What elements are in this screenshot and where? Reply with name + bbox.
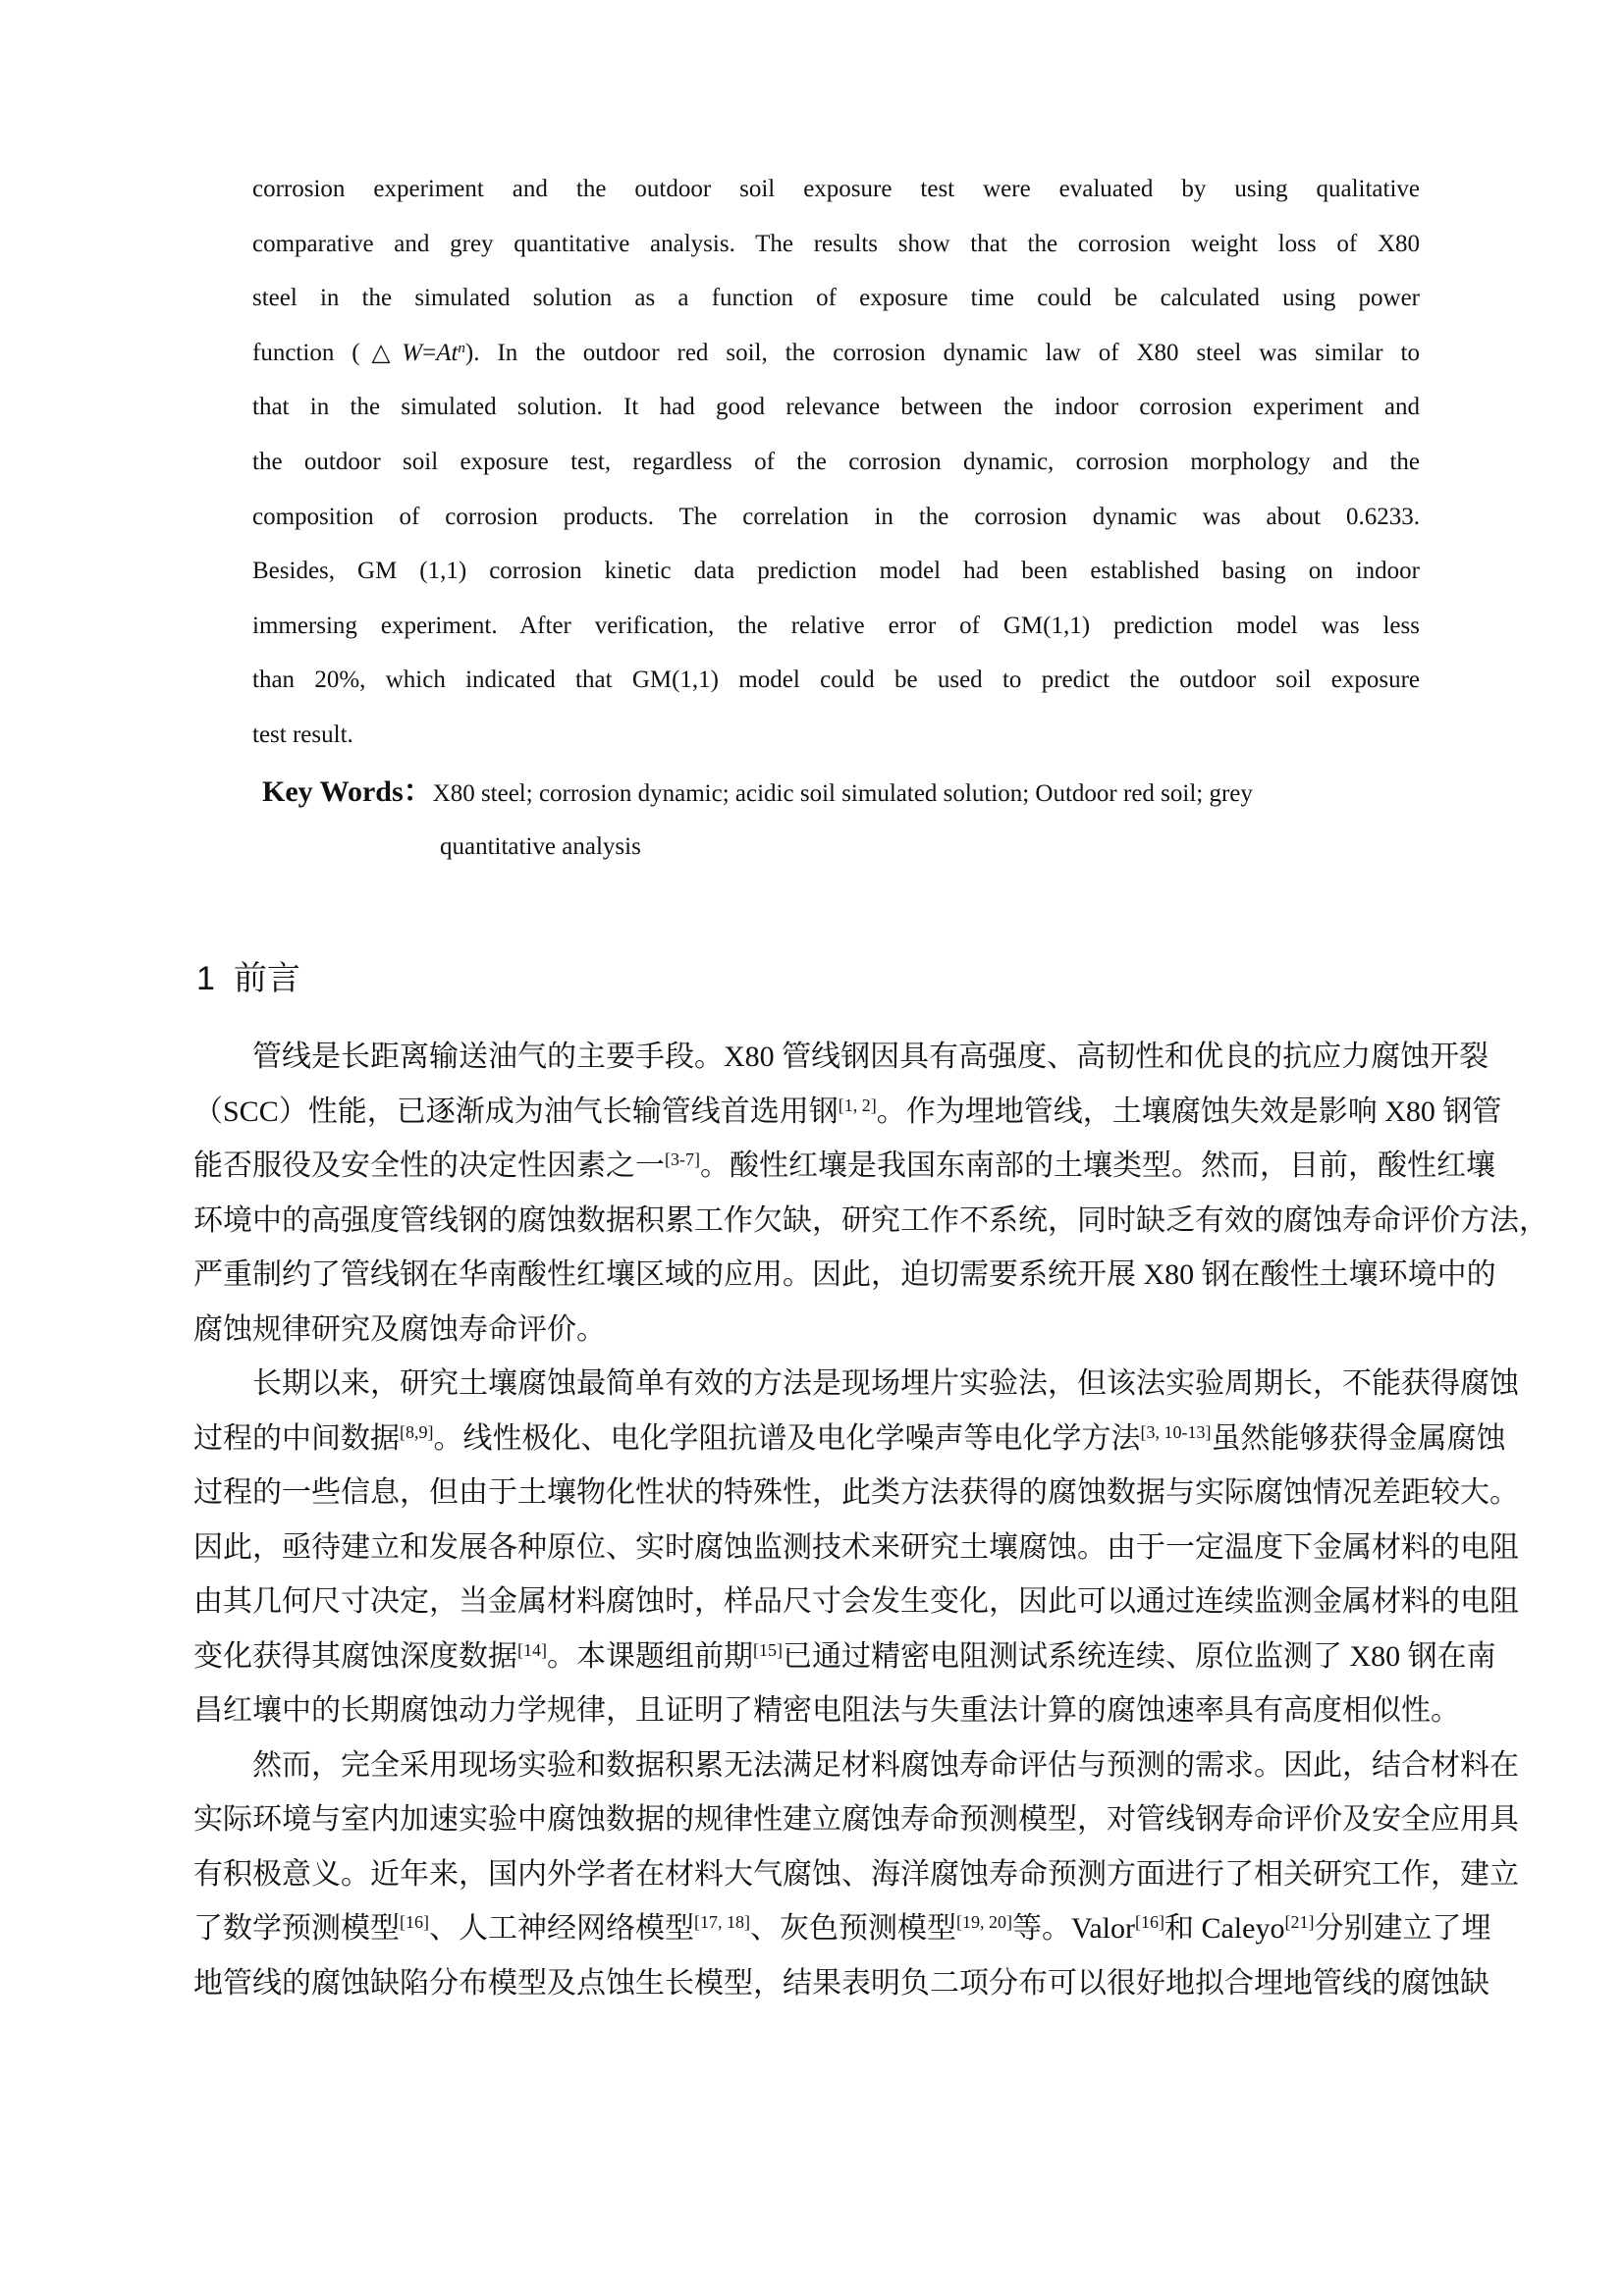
text-run: 虽然能够获得金属腐蚀 bbox=[1211, 1421, 1506, 1455]
text-run: 环境中的高强度管线钢的腐蚀数据积累工作欠缺，研究工作不系统，同时缺乏有效的腐蚀寿命评价方法， bbox=[193, 1203, 1548, 1237]
citation-superscript: [3-7] bbox=[665, 1149, 700, 1170]
text-run: 分别建立了埋 bbox=[1314, 1912, 1491, 1945]
text-run: the outdoor soil exposure test, regardless of the corrosion dynamic, corrosion morphology and the bbox=[252, 448, 1420, 475]
abstract-line bbox=[252, 380, 1420, 435]
text-run: 有积极意义。近年来，国内外学者在材料大气腐蚀、海洋腐蚀寿命预测方面进行了相关研究工作，建立 bbox=[193, 1857, 1519, 1891]
keywords-label: Key Words： bbox=[262, 775, 433, 808]
abstract-line bbox=[252, 599, 1420, 654]
text-run: 。本课题组前期 bbox=[547, 1639, 753, 1673]
citation-superscript: [14] bbox=[517, 1639, 547, 1660]
keywords-line-1 bbox=[252, 765, 1420, 820]
section-number: 1 bbox=[196, 960, 215, 997]
abstract-english bbox=[252, 162, 1420, 763]
text-run: 由其几何尺寸决定，当金属材料腐蚀时，样品尺寸会发生变化，因此可以通过连续监测金属材料的电阻 bbox=[193, 1585, 1519, 1618]
body-line bbox=[193, 1956, 1489, 2011]
text-run: = bbox=[422, 339, 437, 366]
text-run: 。线性极化、电化学阻抗谱及电化学噪声等电化学方法 bbox=[433, 1421, 1141, 1455]
text-run: 昌红壤中的长期腐蚀动力学规律，且证明了精密电阻法与失重法计算的腐蚀速率具有高度相似性。 bbox=[193, 1694, 1460, 1727]
citation-superscript: [15] bbox=[753, 1639, 783, 1660]
abstract-line bbox=[252, 653, 1420, 708]
text-run: 能否服役及安全性的决定性因素之一 bbox=[193, 1149, 665, 1182]
body-line bbox=[193, 1521, 1519, 1575]
citation-superscript: [21] bbox=[1284, 1912, 1315, 1933]
body-line bbox=[193, 1248, 1496, 1303]
text-run: 长期以来，研究土壤腐蚀最简单有效的方法是现场埋片实验法，但该法实验周期长，不能获得腐蚀 bbox=[252, 1367, 1519, 1400]
text-run: 已通过精密电阻测试系统连续、原位监测了 X80 钢在南 bbox=[783, 1639, 1496, 1673]
abstract-line bbox=[252, 435, 1420, 490]
text-run: composition of corrosion products. The correlation in the corrosion dynamic was about 0.6233. bbox=[252, 503, 1420, 530]
body-line bbox=[193, 1194, 1548, 1249]
body-line bbox=[193, 1629, 1496, 1684]
text-run: （SCC）性能，已逐渐成为油气长输管线首选用钢 bbox=[193, 1095, 839, 1128]
keywords-line-2 bbox=[252, 820, 1420, 875]
abstract-line bbox=[252, 544, 1420, 599]
abstract-line bbox=[252, 162, 1420, 217]
text-run: 然而，完全采用现场实验和数据积累无法满足材料腐蚀寿命评估与预测的需求。因此，结合材料在 bbox=[252, 1748, 1519, 1782]
body-line bbox=[193, 1357, 1519, 1412]
text-run: 变化获得其腐蚀深度数据 bbox=[193, 1639, 517, 1673]
citation-superscript: [8,9] bbox=[400, 1421, 434, 1442]
abstract-line bbox=[252, 217, 1420, 272]
body-line bbox=[193, 1683, 1480, 1738]
citation-superscript: [3, 10-13] bbox=[1140, 1421, 1212, 1442]
text-run: 严重制约了管线钢在华南酸性红壤区域的应用。因此，迫切需要系统开展 X80 钢在酸性土壤环境中的 bbox=[193, 1258, 1496, 1291]
text-run: 管线是长距离输送油气的主要手段。X80 管线钢因具有高强度、高韧性和优良的抗应力腐蚀开裂 bbox=[252, 1041, 1489, 1073]
body-line bbox=[193, 1575, 1519, 1629]
text-run: 过程的中间数据 bbox=[193, 1421, 400, 1455]
text-run: ). In the outdoor red soil, the corrosion dynamic law of X80 steel was similar to bbox=[464, 339, 1420, 366]
keywords-text-continued: quantitative analysis bbox=[440, 832, 641, 860]
body-line bbox=[193, 1792, 1519, 1847]
text-run: 了数学预测模型 bbox=[193, 1912, 400, 1945]
body-line bbox=[193, 1139, 1495, 1194]
citation-superscript: [16] bbox=[400, 1912, 429, 1933]
text-run: than 20%, which indicated that GM(1,1) model could be used to predict the outdoor soil exposure bbox=[252, 667, 1420, 694]
section-title: 前言 bbox=[233, 960, 300, 997]
abstract-line bbox=[252, 708, 1420, 763]
text-run: comparative and grey quantitative analysis. The results show that the corrosion weight loss of X80 bbox=[252, 230, 1420, 257]
body-line bbox=[193, 1847, 1519, 1902]
text-run: 、灰色预测模型 bbox=[750, 1912, 956, 1945]
text-run: Besides, GM (1,1) corrosion kinetic data prediction model had been established basing on indoor bbox=[252, 558, 1420, 585]
citation-superscript: [1, 2] bbox=[838, 1095, 877, 1115]
keywords bbox=[252, 765, 1420, 874]
keywords-text: X80 steel; corrosion dynamic; acidic soil simulated solution; Outdoor red soil; grey bbox=[432, 780, 1253, 807]
abstract-line bbox=[252, 326, 1420, 381]
text-run: 因此，亟待建立和发展各种原位、实时腐蚀监测技术来研究土壤腐蚀。由于一定温度下金属材料的电阻 bbox=[193, 1530, 1519, 1564]
citation-superscript: [19, 20] bbox=[956, 1912, 1012, 1933]
text-run: steel in the simulated solution as a function of exposure time could be calculated using power bbox=[252, 285, 1420, 312]
body-line bbox=[193, 1901, 1491, 1956]
body-line bbox=[193, 1466, 1519, 1521]
body-line bbox=[193, 1303, 1480, 1358]
text-run: 地管线的腐蚀缺陷分布模型及点蚀生长模型，结果表明负二项分布可以很好地拟合埋地管线的腐蚀缺 bbox=[193, 1966, 1489, 2000]
text-run: 腐蚀规律研究及腐蚀寿命评价。 bbox=[193, 1312, 606, 1346]
text-run: 和 Caleyo bbox=[1164, 1912, 1285, 1945]
text-run: 、人工神经网络模型 bbox=[429, 1912, 694, 1945]
body-line bbox=[193, 1030, 1489, 1085]
text-run: test result. bbox=[252, 721, 353, 748]
italic-variable: W bbox=[402, 339, 423, 366]
text-run: that in the simulated solution. It had good relevance between the indoor corrosion experiment and bbox=[252, 394, 1420, 421]
section-heading bbox=[196, 952, 300, 1005]
citation-superscript: [16] bbox=[1134, 1912, 1164, 1933]
text-run: 。作为埋地管线，土壤腐蚀失效是影响 X80 钢管 bbox=[876, 1095, 1502, 1128]
text-run: function (△ bbox=[252, 339, 403, 366]
abstract-line bbox=[252, 490, 1420, 545]
text-run: 。酸性红壤是我国东南部的土壤类型。然而，目前，酸性红壤 bbox=[699, 1149, 1495, 1182]
exponent-superscript: n bbox=[458, 340, 465, 356]
text-run: 实际环境与室内加速实验中腐蚀数据的规律性建立腐蚀寿命预测模型，对管线钢寿命评价及安全应用具 bbox=[193, 1803, 1519, 1836]
body-line bbox=[193, 1738, 1519, 1793]
text-run: 等。Valor bbox=[1012, 1912, 1135, 1945]
citation-superscript: [17, 18] bbox=[694, 1912, 750, 1933]
abstract-line bbox=[252, 271, 1420, 326]
text-run: 过程的一些信息，但由于土壤物化性状的特殊性，此类方法获得的腐蚀数据与实际腐蚀情况差距较大。 bbox=[193, 1476, 1519, 1509]
text-run: immersing experiment. After verification, the relative error of GM(1,1) prediction model was less bbox=[252, 612, 1420, 639]
body-text-chinese bbox=[193, 1030, 1548, 2010]
body-line bbox=[193, 1412, 1506, 1467]
italic-variable: At bbox=[436, 339, 459, 366]
text-run: corrosion experiment and the outdoor soil exposure test were evaluated by using qualitative bbox=[252, 176, 1420, 202]
body-line bbox=[193, 1085, 1502, 1140]
